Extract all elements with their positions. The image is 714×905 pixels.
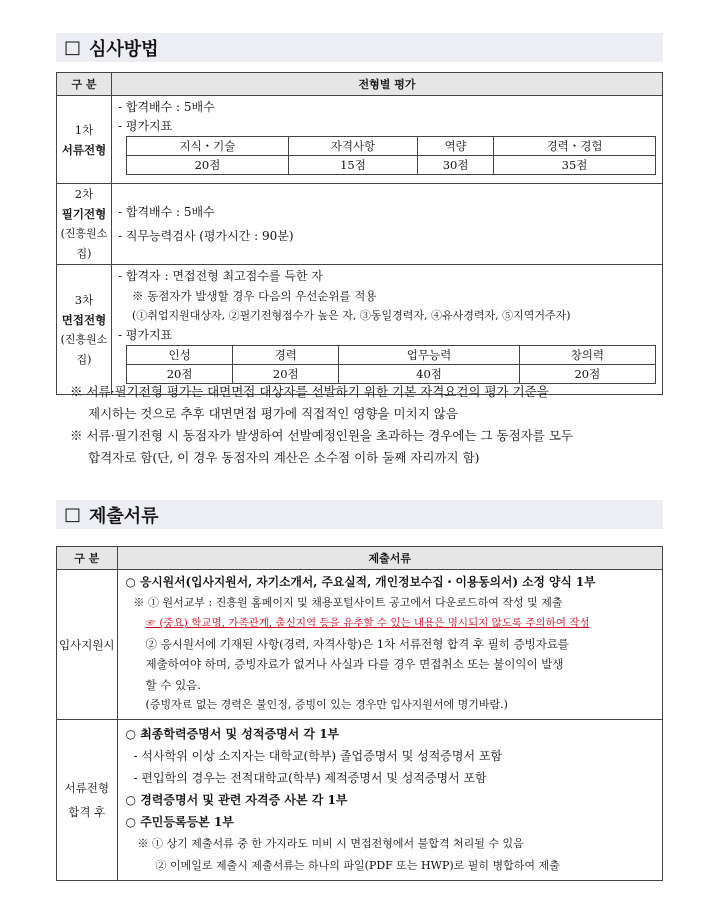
score-cell: 20점 bbox=[519, 365, 655, 384]
note-line: ※ 서류·필기전형 평가는 대면면접 대상자를 선발하기 위한 기본 자격요건의 평가 기준을 bbox=[70, 384, 549, 399]
stage3-content bbox=[112, 265, 663, 395]
criteria-cell: 인성 bbox=[127, 346, 233, 365]
col-header-category: 구 분 bbox=[57, 547, 118, 570]
score-cell: 20점 bbox=[127, 365, 233, 384]
post-screening-label-1: 서류전형 bbox=[64, 781, 109, 795]
section-title: 제출서류 bbox=[89, 505, 159, 527]
col-header-documents: 제출서류 bbox=[117, 547, 662, 570]
doc-line: - 석사학위 이상 소지자는 대학교(학부) 졸업증명서 및 성적증명서 포함 bbox=[133, 749, 503, 763]
score-cell: 20점 bbox=[233, 365, 339, 384]
stage3-line: (①취업지원대상자, ②필기전형점수가 높은 자, ③동일경력자, ④유사경력자, ⑤지역거주자) bbox=[132, 309, 571, 322]
doc-line: ○ 경력증명서 및 관련 자격증 사본 각 1부 bbox=[125, 793, 348, 807]
doc-line: 제출하여야 하며, 증빙자료가 없거나 사실과 다를 경우 면접취소 또는 불이익이 발생 bbox=[145, 657, 564, 671]
section-heading-documents bbox=[56, 500, 663, 529]
stage2-label-note: (진흥원소집) bbox=[60, 227, 108, 260]
stage3-label-name: 면접전형 bbox=[61, 312, 107, 327]
score-cell: 35점 bbox=[494, 156, 656, 175]
stage3-line: - 평가지표 bbox=[118, 328, 173, 342]
stage2-row bbox=[57, 184, 663, 265]
stage2-line: - 합격배수 : 5배수 bbox=[118, 205, 215, 219]
doc-line: ② 응시원서에 기재된 사항(경력, 자격사항)은 1차 서류전형 합격 후 필히 증빙자료를 bbox=[145, 636, 570, 651]
doc-line: ※ ① 상기 제출서류 중 한 가지라도 미비 시 면접전형에서 불합격 처리될 수 있음 bbox=[137, 837, 524, 850]
stage3-criteria-table bbox=[126, 345, 656, 384]
doc-line: 할 수 있음. bbox=[145, 677, 201, 692]
section-heading-evaluation bbox=[56, 33, 663, 62]
score-cell: 30점 bbox=[418, 156, 494, 175]
note-line: 제시하는 것으로 추후 대면면접 평가에 직접적인 영향을 미치지 않음 bbox=[88, 406, 458, 421]
doc-line: (증빙자료 없는 경력은 불인정, 증빙이 있는 경우만 입사지원서에 명기바람.) bbox=[145, 698, 508, 711]
stage3-line: - 합격자 : 면접전형 최고점수를 득한 자 bbox=[118, 269, 323, 283]
criteria-cell: 경력・경험 bbox=[494, 137, 656, 156]
stage1-label-num: 1차 bbox=[74, 122, 94, 137]
stage2-label-name: 필기전형 bbox=[61, 207, 107, 221]
post-screening-row bbox=[57, 720, 663, 881]
evaluation-table bbox=[56, 72, 663, 395]
post-screening-label-2: 합격 후 bbox=[68, 805, 106, 819]
note-line: ※ 서류·필기전형 시 동점자가 발생하여 선발예정인원을 초과하는 경우에는 그 동점자를 모두 bbox=[70, 428, 573, 443]
stage3-label-num: 3차 bbox=[74, 292, 94, 307]
doc-line: ② 이메일로 제출시 제출서류는 하나의 파일(PDF 또는 HWP)로 필히 병합하여 제출 bbox=[155, 859, 560, 872]
stage1-line: - 합격배수 : 5배수 bbox=[118, 100, 215, 114]
application-content bbox=[117, 570, 662, 720]
application-row bbox=[57, 570, 663, 720]
score-cell: 15점 bbox=[288, 156, 417, 175]
stage1-content bbox=[112, 96, 663, 184]
stage1-line: - 평가지표 bbox=[118, 119, 173, 133]
important-warning-line: ☞ (중요) 학교명, 가족관계, 출신지역 등을 유추할 수 있는 내용은 명시되지 않도록 주의하여 작성 bbox=[145, 617, 590, 629]
criteria-cell: 지식・기술 bbox=[127, 137, 289, 156]
evaluation-notes bbox=[70, 381, 670, 469]
documents-table bbox=[56, 546, 663, 881]
col-header-category: 구 분 bbox=[57, 73, 112, 96]
doc-line: ○ 최종학력증명서 및 성적증명서 각 1부 bbox=[125, 727, 340, 741]
stage1-label bbox=[57, 96, 112, 184]
note-line: 합격자로 함(단, 이 경우 동점자의 계산은 소수점 이하 둘째 자리까지 함) bbox=[88, 450, 480, 465]
score-cell: 20점 bbox=[127, 156, 289, 175]
checkbox-square-icon: □ bbox=[64, 504, 82, 525]
stage3-line: ※ 동점자가 발생할 경우 다음의 우선순위를 적용 bbox=[132, 289, 377, 303]
criteria-cell: 역량 bbox=[418, 137, 494, 156]
score-cell: 40점 bbox=[339, 365, 519, 384]
stage2-label bbox=[57, 184, 112, 265]
post-screening-content bbox=[117, 720, 662, 881]
doc-line: - 편입학의 경우는 전적대학교(학부) 제적증명서 및 성적증명서 포함 bbox=[133, 771, 487, 785]
post-screening-label bbox=[57, 720, 118, 881]
stage1-criteria-table bbox=[126, 136, 656, 175]
stage2-content bbox=[112, 184, 663, 265]
criteria-cell: 경력 bbox=[233, 346, 339, 365]
stage2-line: - 직무능력검사 (평가시간 : 90분) bbox=[118, 229, 294, 243]
doc-line: ※ ① 원서교부 : 진흥원 홈페이지 및 채용포털사이트 공고에서 다운로드하여 작성 및 제출 bbox=[133, 595, 563, 609]
doc-line: ○ 주민등록등본 1부 bbox=[125, 815, 234, 829]
stage3-label-note: (진흥원소집) bbox=[60, 332, 108, 366]
stage1-label-name: 서류전형 bbox=[61, 142, 107, 157]
checkbox-square-icon: □ bbox=[64, 37, 82, 58]
criteria-cell: 업무능력 bbox=[339, 346, 519, 365]
section-title: 심사방법 bbox=[89, 38, 159, 60]
application-label: 입사지원시 bbox=[57, 570, 118, 720]
stage2-label-num: 2차 bbox=[74, 187, 94, 201]
col-header-evaluation: 전형별 평가 bbox=[112, 73, 663, 96]
doc-line: ○ 응시원서(입사지원서, 자기소개서, 주요실적, 개인정보수집・이용동의서) 소정 양식 1부 bbox=[125, 575, 596, 589]
stage3-row bbox=[57, 265, 663, 395]
criteria-cell: 창의력 bbox=[519, 346, 655, 365]
stage3-label bbox=[57, 265, 112, 395]
criteria-cell: 자격사항 bbox=[288, 137, 417, 156]
stage1-row bbox=[57, 96, 663, 184]
